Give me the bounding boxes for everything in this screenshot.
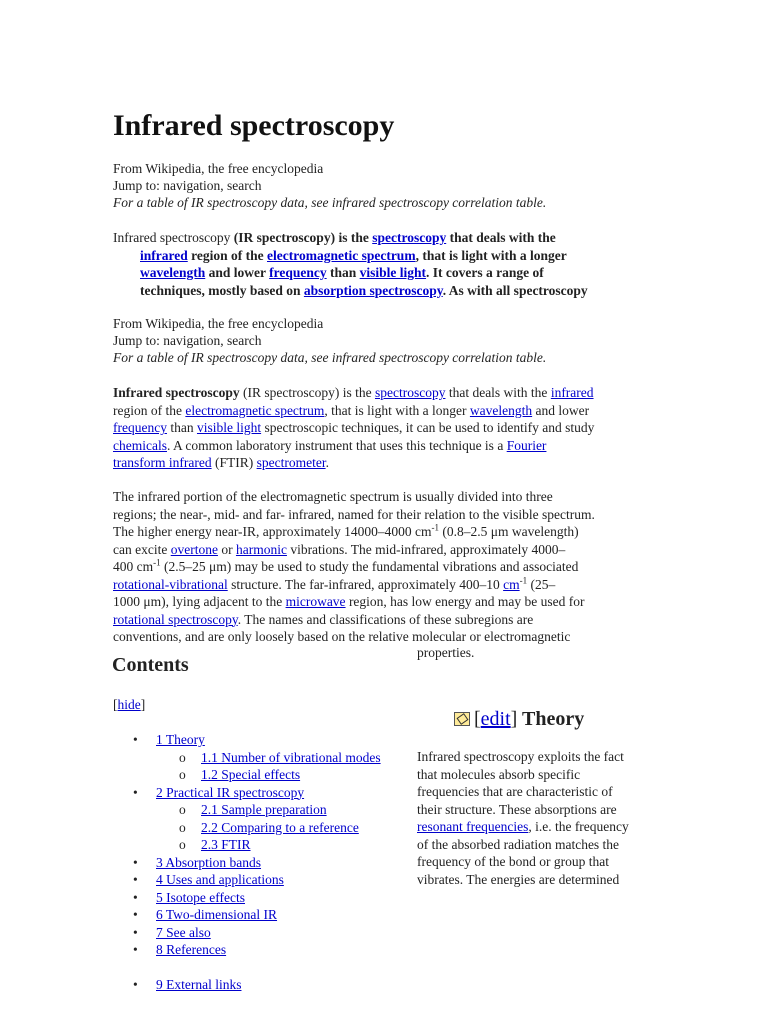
- link-chemicals[interactable]: chemicals: [113, 437, 167, 453]
- link-overtone[interactable]: overtone: [170, 541, 218, 557]
- toc-link[interactable]: 8 References: [156, 942, 227, 957]
- toc-link[interactable]: 5 Isotope effects: [156, 889, 245, 905]
- link-frequency[interactable]: frequency: [113, 420, 167, 435]
- toc-subitem: [113, 749, 413, 767]
- toc-subitem: [113, 819, 413, 837]
- navigation-link[interactable]: navigation: [163, 333, 221, 348]
- bullet: •: [133, 732, 138, 747]
- toc-item: [113, 871, 413, 889]
- link-resonant-frequencies[interactable]: resonant frequencies: [417, 819, 529, 834]
- tagline: From Wikipedia, the free encyclopedia: [113, 161, 324, 176]
- link-wavelength[interactable]: wavelength: [469, 402, 533, 418]
- bullet: •: [133, 854, 138, 870]
- toc-link[interactable]: 9 External links: [156, 976, 242, 992]
- toc-link[interactable]: 2.2 Comparing to a reference: [201, 819, 359, 835]
- toc-link[interactable]: 3 Absorption bands: [156, 854, 262, 870]
- sub-bullet: o: [179, 802, 186, 817]
- bullet: •: [133, 976, 138, 992]
- toc-link[interactable]: 6 Two-dimensional IR: [156, 907, 278, 922]
- bullet: •: [133, 889, 138, 905]
- toc-item: [113, 854, 413, 872]
- link-absorption-spectroscopy[interactable]: absorption spectroscopy: [303, 282, 443, 298]
- toc-subitem: [113, 801, 413, 819]
- jump-links: Jump to: navigation, search: [113, 333, 262, 348]
- hide-toc-link[interactable]: hide: [117, 697, 141, 712]
- hatnote: For a table of IR spectroscopy data, see infrared spectroscopy correlation table.: [113, 350, 547, 365]
- toc-subitem: [113, 766, 413, 784]
- toc-link[interactable]: 2.1 Sample preparation: [201, 802, 327, 817]
- link-electromagnetic-spectrum[interactable]: electromagnetic spectrum: [185, 402, 325, 418]
- bullet: •: [133, 907, 138, 922]
- toc-link[interactable]: 4 Uses and applications: [156, 872, 284, 887]
- toc-item: [113, 941, 413, 959]
- regions-paragraph: The infrared portion of the electromagnetic spectrum is usually divided into three regions; the near-, mid- and far- infrared, named for their relation to the visible spectrum. The higher energy near-IR, approximately 14000–4000 $cm^{-1}$ (0.8–2.5 μm wavelength) can excite overtone or harmonic vibrations. The mid-infrared, approximately 4000– 400 $cm^{-1}$ (2.5–25 μm) may be used to study the fundamental vibrations and associated rotational-vibrational structure. The far-infrared, approximately 400–10 $cm^{-1}$ (25– 1000 μm), lying adjacent to the microwave region, has low energy and may be used for rotational spectroscopy. The names and classifications of these subregions are conventions, and are only loosely based on the relative molecular or electromagnetic properties.: [113, 489, 595, 660]
- link-rotational-vibrational[interactable]: rotational-vibrational: [113, 576, 228, 592]
- lead-paragraph-duplicate: Infrared spectroscopy (IR spectroscopy) is the spectroscopy that deals with the infrared region of the electromagnetic spectrum, that is light with a longer wavelength and lower frequency than visible light. It covers a range of techniques, mostly based on absorption spectroscopy. As with all spectroscopy: [113, 230, 588, 298]
- toc-item: [113, 976, 413, 994]
- edit-section-link[interactable]: edit: [480, 708, 511, 730]
- toc-link[interactable]: 1.2 Special effects: [201, 767, 301, 782]
- bullet: •: [133, 924, 138, 940]
- navigation-link[interactable]: navigation: [163, 178, 221, 193]
- toc-link[interactable]: 7 See also: [156, 924, 211, 940]
- link-spectrometer[interactable]: spectrometer: [256, 455, 326, 470]
- toc-item: [113, 889, 413, 907]
- link-microwave[interactable]: microwave: [285, 594, 346, 609]
- link-rotational-spectroscopy[interactable]: rotational spectroscopy: [113, 611, 238, 627]
- theory-heading: [edit] Theory: [454, 706, 584, 732]
- search-link[interactable]: search: [227, 178, 262, 193]
- link-infrared[interactable]: infrared: [140, 247, 188, 263]
- toc-link[interactable]: 1.1 Number of vibrational modes: [201, 749, 381, 765]
- sub-bullet: o: [179, 819, 186, 835]
- tagline: From Wikipedia, the free encyclopedia: [113, 316, 324, 331]
- link-electromagnetic-spectrum[interactable]: electromagnetic spectrum: [267, 247, 416, 263]
- toc-item: [113, 784, 413, 802]
- search-link[interactable]: search: [227, 333, 262, 348]
- intro-paragraph: Infrared spectroscopy (IR spectroscopy) is the spectroscopy that deals with the infrared region of the electromagnetic spectrum, that is light with a longer wavelength and lower frequency than visible light spectroscopic techniques, it can be used to identify and study chemicals. A common laboratory instrument that uses this technique is a Fourier transform infrared (FTIR) spectrometer.: [113, 385, 595, 470]
- toc-subitem: [113, 836, 413, 854]
- meta-block: [113, 315, 713, 366]
- toc-link[interactable]: 2.3 FTIR: [201, 837, 251, 852]
- sub-bullet: o: [179, 837, 186, 852]
- toc-item: [113, 731, 413, 749]
- link-frequency[interactable]: frequency: [269, 265, 327, 280]
- toc-link[interactable]: 1 Theory: [156, 732, 205, 747]
- link-visible-light[interactable]: visible light: [359, 265, 427, 280]
- link-fourier[interactable]: Fourier: [506, 437, 547, 453]
- link-wavelength[interactable]: wavelength: [140, 265, 206, 280]
- toc-list: [113, 731, 413, 993]
- link-visible-light[interactable]: visible light: [196, 420, 262, 435]
- sub-bullet: o: [179, 767, 186, 782]
- theory-paragraph: Infrared spectroscopy exploits the fact that molecules absorb specific frequencies that are characteristic of their structure. These absorptions are resonant frequencies, i.e. the frequency of the absorbed radiation matches the frequency of the bond or group that vibrates. The energies are determined: [417, 749, 629, 887]
- toc-link[interactable]: 2 Practical IR spectroscopy: [156, 784, 305, 800]
- link-fourier-transform-infrared[interactable]: transform infrared: [113, 455, 212, 470]
- meta-block: [113, 160, 713, 211]
- link-harmonic[interactable]: harmonic: [235, 541, 287, 557]
- toc-item: [113, 924, 413, 942]
- bullet: •: [133, 872, 138, 887]
- jump-links: Jump to: navigation, search: [113, 178, 262, 193]
- page-title: Infrared spectroscopy: [113, 109, 395, 142]
- bullet: •: [133, 942, 138, 957]
- edit-icon[interactable]: [454, 712, 470, 726]
- toc-toggle: [hide]: [113, 697, 146, 712]
- link-spectroscopy[interactable]: spectroscopy: [374, 385, 446, 400]
- contents-heading: Contents: [112, 654, 189, 676]
- link-cm[interactable]: cm: [503, 576, 520, 592]
- link-infrared[interactable]: infrared: [550, 385, 594, 400]
- toc-item: [113, 906, 413, 924]
- bullet: •: [133, 784, 138, 800]
- sub-bullet: o: [179, 749, 186, 765]
- link-spectroscopy[interactable]: spectroscopy: [372, 230, 447, 245]
- hatnote: For a table of IR spectroscopy data, see infrared spectroscopy correlation table.: [113, 195, 547, 210]
